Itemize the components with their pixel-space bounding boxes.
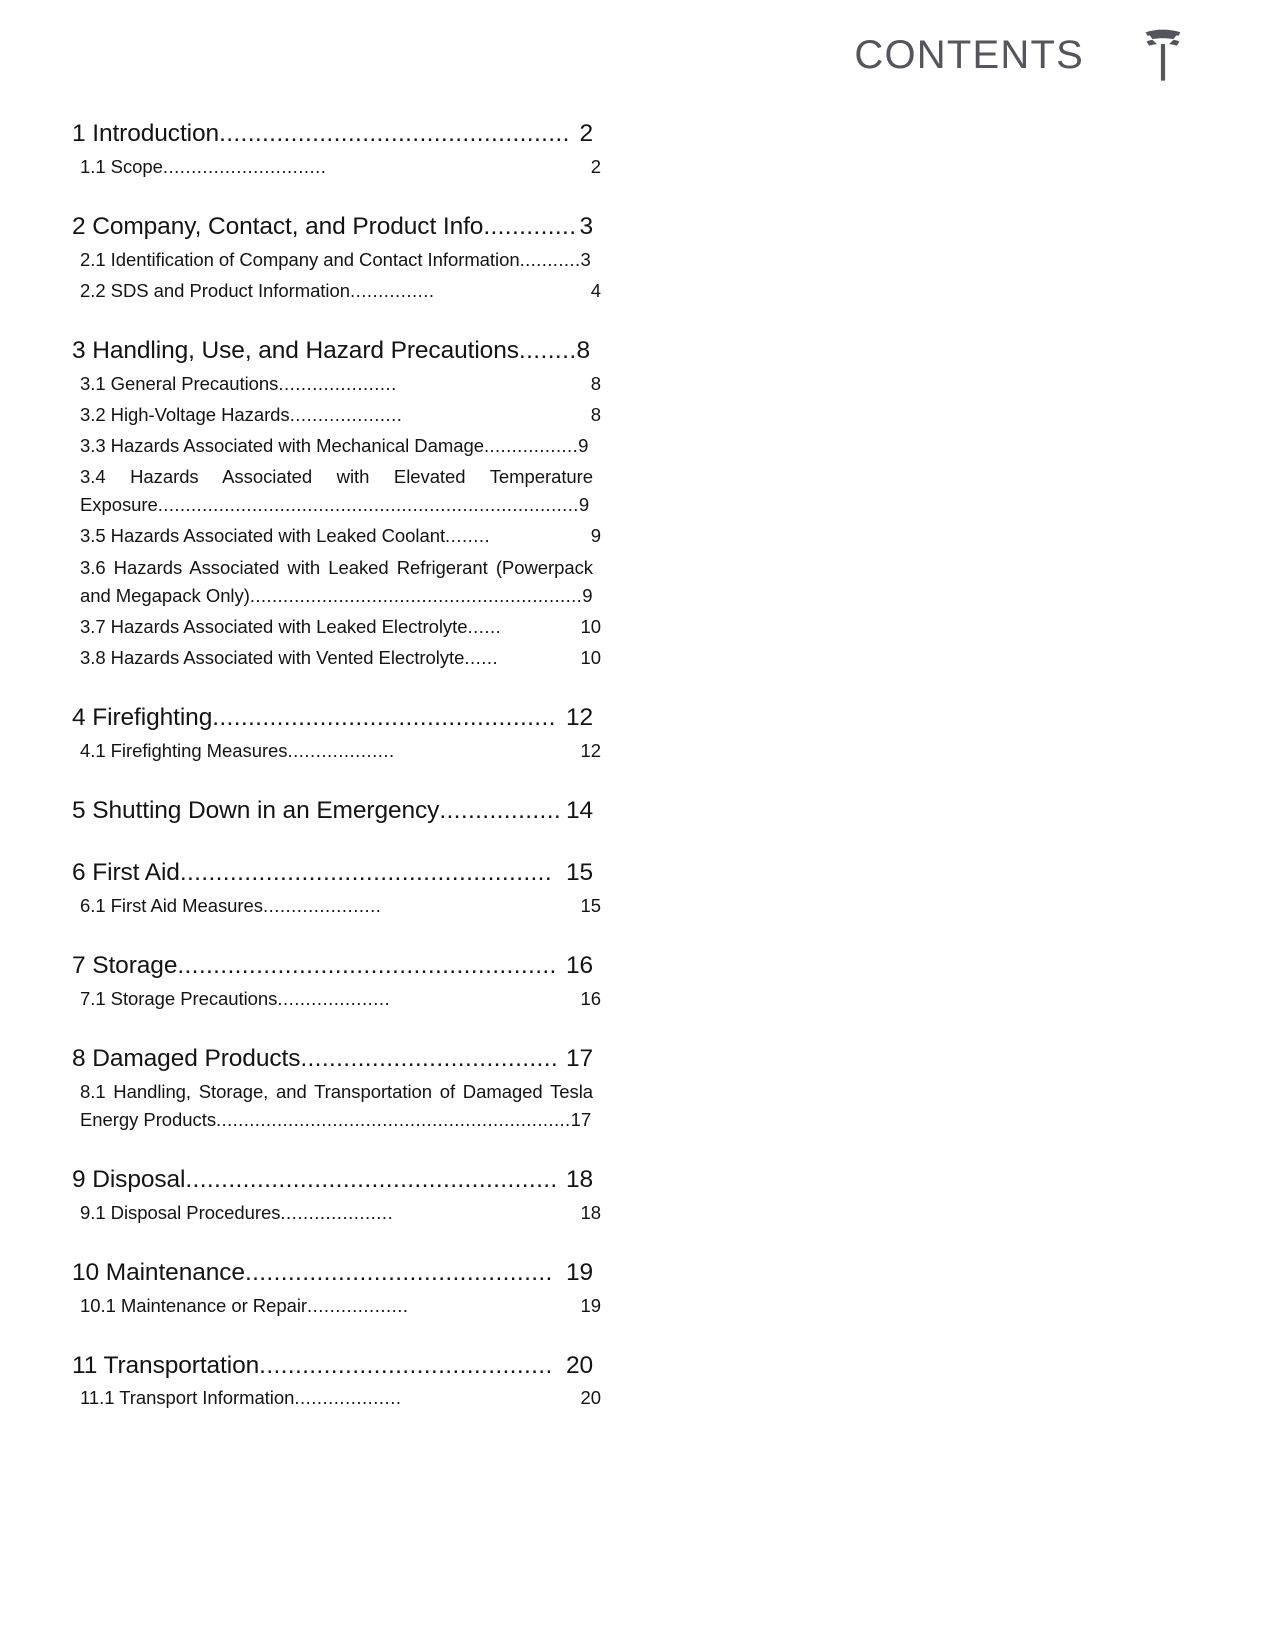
toc-dot-leader: ...................	[294, 1387, 402, 1409]
toc-dot-leader: .................	[483, 435, 579, 457]
toc-entry-label: 3.6 Hazards Associated with Leaked Refrigerant (Powerpack and Megapack Only)	[80, 556, 593, 606]
toc-entry-label: 5 Shutting Down in an Emergency	[72, 796, 440, 824]
toc-dot-leader: ...........	[519, 248, 581, 270]
toc-entry-label: 3.8 Hazards Associated with Vented Electrolyte	[80, 646, 465, 668]
toc-entry[interactable]	[72, 522, 601, 550]
toc-page-number: 10	[580, 615, 601, 637]
toc-entry-label: 4.1 Firefighting Measures	[80, 739, 288, 761]
toc-entry[interactable]	[72, 1043, 593, 1075]
toc-page-number: 9	[578, 494, 590, 516]
toc-entry-label: 2.1 Identification of Company and Contact Information	[80, 248, 520, 270]
toc-page-number: 15	[565, 858, 593, 886]
toc-entry-label: 9 Disposal	[72, 1165, 186, 1193]
toc-dot-leader: .....................	[278, 372, 397, 394]
toc-dot-leader: .............	[483, 212, 577, 240]
toc-dot-leader: ................................................	[212, 703, 556, 731]
toc-entry[interactable]	[72, 857, 593, 889]
toc-entry-label: 1 Introduction	[72, 120, 220, 147]
toc-entry[interactable]	[72, 1199, 601, 1227]
toc-dot-leader: ....................................	[300, 1044, 559, 1072]
toc-entry[interactable]	[72, 892, 601, 920]
toc-page-number: 3	[579, 212, 593, 240]
toc-entry-label: 9.1 Disposal Procedures	[80, 1201, 281, 1223]
toc-page-number: 19	[565, 1258, 593, 1286]
toc-entry-label: 6 First Aid	[72, 858, 180, 886]
toc-entry-label: 3.5 Hazards Associated with Leaked Coolant	[80, 525, 446, 547]
toc-entry[interactable]	[72, 1078, 593, 1134]
toc-entry[interactable]	[72, 644, 601, 672]
toc-entry-label: 3 Handling, Use, and Hazard Precautions	[72, 337, 519, 365]
toc-dot-leader: .............................	[162, 155, 327, 177]
toc-dot-leader: ....................	[277, 987, 391, 1009]
toc-entry[interactable]	[72, 702, 593, 734]
toc-entry[interactable]	[72, 1292, 601, 1320]
toc-dot-leader: ........	[445, 525, 491, 547]
toc-page-number: 16	[565, 951, 593, 979]
toc-entry[interactable]	[72, 463, 593, 519]
toc-entry[interactable]	[72, 795, 593, 827]
toc-dot-leader: .................	[439, 796, 562, 824]
toc-page-number: 2	[579, 120, 593, 147]
toc-dot-leader: ...........................................	[244, 1258, 553, 1286]
toc-dot-leader: ........	[518, 337, 577, 365]
page-header	[0, 0, 1275, 110]
toc-entry-label: 8 Damaged Products	[72, 1044, 301, 1072]
toc-entry-label: 2 Company, Contact, and Product Info	[72, 212, 484, 240]
toc-entry-label: 1.1 Scope	[80, 155, 163, 177]
toc-entry-label: 8.1 Handling, Storage, and Transportation of Damaged Tesla Energy Products	[80, 1080, 593, 1130]
toc-dot-leader: .........................................	[259, 1351, 553, 1379]
toc-entry[interactable]	[72, 432, 593, 460]
toc-dot-leader: ......	[467, 615, 502, 637]
toc-dot-leader: ................................................................	[216, 1108, 571, 1130]
toc-page-number: 2	[590, 155, 601, 177]
toc-page-number: 12	[565, 703, 593, 731]
toc-entry-label: 3.1 General Precautions	[80, 372, 279, 394]
toc-entry-label: 7.1 Storage Precautions	[80, 987, 278, 1009]
toc-page-number: 12	[580, 739, 601, 761]
tesla-logo	[1136, 26, 1190, 84]
toc-entry[interactable]	[72, 211, 593, 243]
toc-dot-leader: ............................................................................	[157, 494, 579, 516]
toc-page-number: 17	[570, 1108, 592, 1130]
toc-page-number: 9	[590, 525, 601, 547]
toc-dot-leader: ....................	[289, 403, 403, 425]
toc-entry[interactable]	[72, 118, 593, 150]
toc-dot-leader: .....................................................	[177, 951, 557, 979]
toc-entry[interactable]	[72, 246, 593, 274]
toc-entry-label: 10 Maintenance	[72, 1258, 245, 1286]
toc-page-number: 18	[580, 1201, 601, 1223]
toc-dot-leader: ....................................................	[185, 1165, 558, 1193]
toc-page-number: 9	[578, 435, 589, 457]
toc-page-number: 14	[565, 796, 593, 824]
toc-page-number: 8	[576, 337, 591, 365]
toc-entry[interactable]	[72, 985, 601, 1013]
toc-dot-leader: ...............	[349, 279, 435, 301]
toc-entry[interactable]	[72, 153, 601, 181]
toc-entry[interactable]	[72, 335, 593, 367]
toc-page-number: 15	[580, 894, 601, 916]
toc-page-number: 3	[580, 248, 591, 270]
toc-page-number: 20	[580, 1387, 601, 1409]
toc-dot-leader: ....................	[280, 1201, 394, 1223]
toc-entry[interactable]	[72, 613, 601, 641]
toc-entry[interactable]	[72, 1350, 593, 1382]
toc-entry-label: 3.3 Hazards Associated with Mechanical Damage	[80, 435, 484, 457]
tesla-logo-wrap	[1136, 26, 1190, 84]
page-title: CONTENTS	[854, 33, 1084, 77]
toc-page-number: 9	[582, 584, 593, 606]
toc-entry[interactable]	[72, 401, 601, 429]
toc-page-number: 18	[565, 1165, 593, 1193]
toc-page-number: 19	[580, 1294, 601, 1316]
toc-entry-label: 4 Firefighting	[72, 703, 213, 731]
toc-entry[interactable]	[72, 1164, 593, 1196]
toc-page-number: 8	[590, 372, 601, 394]
toc-entry[interactable]	[72, 950, 593, 982]
toc-dot-leader: ....................................................	[179, 858, 552, 886]
toc-entry-label: 7 Storage	[72, 951, 178, 979]
toc-entry[interactable]	[72, 1384, 601, 1412]
toc-entry-label: 3.2 High-Voltage Hazards	[80, 403, 290, 425]
toc-entry-label: 11.1 Transport Information	[80, 1387, 295, 1409]
toc-page-number: 8	[590, 403, 601, 425]
toc-entry-label: 3.4 Hazards Associated with Elevated Temperature Exposure	[80, 466, 593, 516]
toc-page-number: 4	[590, 279, 601, 301]
toc-page-number: 20	[565, 1351, 593, 1379]
toc-entry[interactable]	[72, 737, 601, 765]
toc-entry[interactable]	[72, 277, 601, 305]
toc-dot-leader: ............................................................	[249, 584, 583, 606]
toc-entry-label: 2.2 SDS and Product Information	[80, 279, 350, 301]
header-inner	[854, 26, 1190, 84]
toc-page-number: 16	[580, 987, 601, 1009]
toc-entry[interactable]	[72, 1257, 593, 1289]
toc-entry[interactable]	[72, 370, 601, 398]
toc-entry-label: 6.1 First Aid Measures	[80, 894, 263, 916]
toc-dot-leader: ......	[464, 646, 499, 668]
toc-dot-leader: ...................	[287, 739, 395, 761]
toc-entry-label: 11 Transportation	[72, 1351, 260, 1379]
toc-page-number: 17	[565, 1044, 593, 1072]
toc-page-number: 10	[580, 646, 601, 668]
toc-dot-leader: ..................	[307, 1294, 409, 1316]
toc-entry[interactable]	[72, 554, 593, 610]
toc-entry-label: 10.1 Maintenance or Repair	[80, 1294, 308, 1316]
toc-dot-leader: .................................................	[219, 120, 570, 147]
table-of-contents	[72, 118, 601, 1413]
toc-dot-leader: .....................	[262, 894, 382, 916]
toc-entry-label: 3.7 Hazards Associated with Leaked Electrolyte	[80, 615, 468, 637]
